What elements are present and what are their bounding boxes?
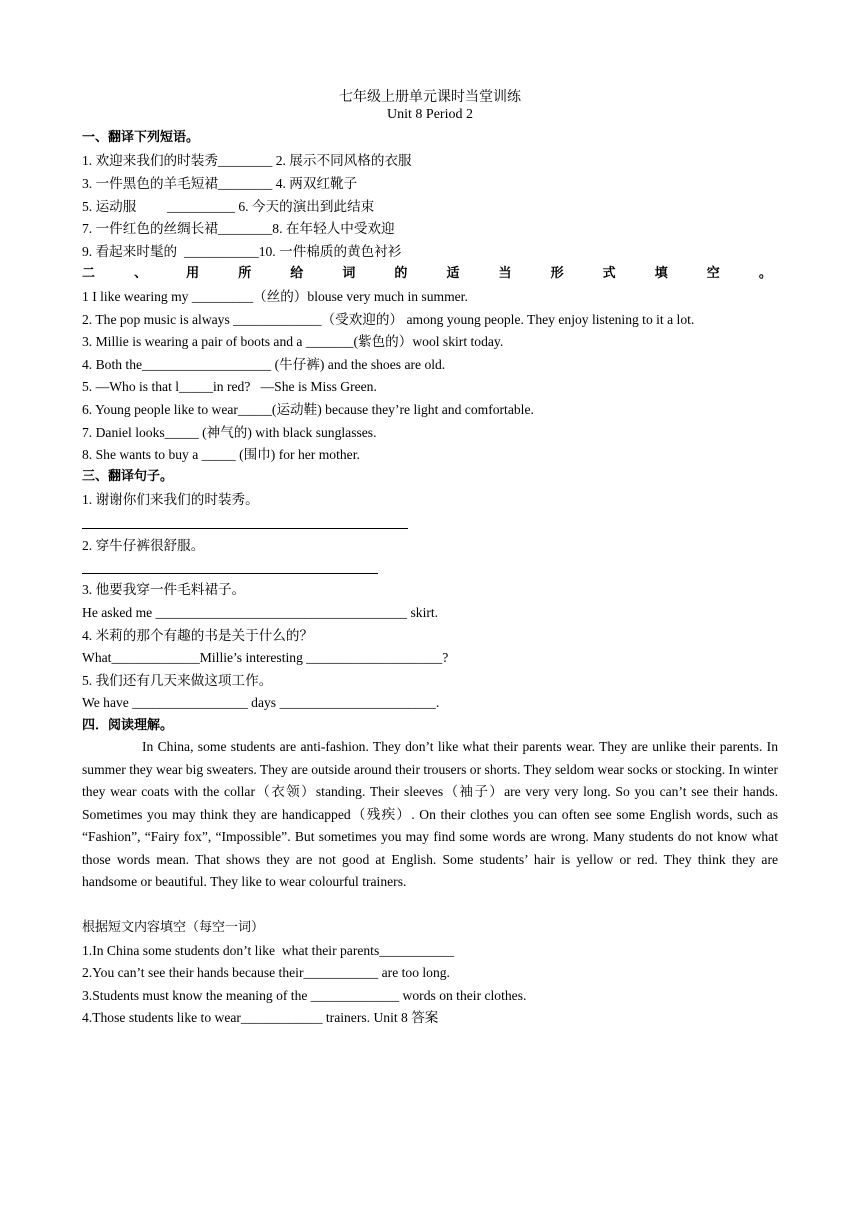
page-subtitle: Unit 8 Period 2	[387, 107, 473, 122]
section1-line-1: 1. 欢迎来我们的时装秀________ 2. 展示不同风格的衣服	[82, 153, 412, 168]
reading-passage	[82, 736, 778, 894]
heading-char: 给	[290, 266, 304, 281]
section4-line-4: 4.Those students like to wear____________ trainers. Unit 8 答案	[82, 1010, 439, 1025]
answer-line	[82, 573, 378, 574]
section3-question-4: 4. 米莉的那个有趣的书是关于什么的？	[82, 628, 314, 643]
heading-char: 的	[394, 266, 408, 281]
section2-line-8: 8. She wants to buy a _____ (围巾) for her mother.	[82, 447, 360, 462]
heading-char: 空	[706, 266, 720, 281]
section1-line-4: 7. 一件红色的丝绸长裙________8. 在年轻人中受欢迎	[82, 221, 395, 236]
section2-line-5: 5. —Who is that l_____in red? —She is Miss Green.	[82, 379, 377, 394]
task-heading: 根据短文内容填空（每空一词）	[82, 920, 265, 935]
section4-line-1: 1.In China some students don’t like what their parents___________	[82, 943, 455, 958]
heading-char: 所	[238, 266, 252, 281]
section3-question-2: 2. 穿牛仔裤很舒服。	[82, 538, 205, 553]
section3-question-5: 5. 我们还有几天来做这项工作。	[82, 673, 273, 688]
heading-char: 。	[758, 266, 772, 281]
section2-line-3: 3. Millie is wearing a pair of boots and a _______(紫色的）wool skirt today.	[82, 334, 504, 349]
section3-question-1: 1. 谢谢你们来我们的时装秀。	[82, 492, 259, 507]
heading-char: 式	[602, 266, 616, 281]
section3-answer-3: He asked me _____________________________________ skirt.	[82, 605, 439, 620]
answer-line	[82, 528, 408, 529]
section4-line-3: 3.Students must know the meaning of the _____________ words on their clothes.	[82, 988, 527, 1003]
section2-heading	[82, 265, 772, 283]
heading-char: 、	[134, 266, 148, 281]
section2-line-4: 4. Both the___________________ (牛仔裤) and the shoes are old.	[82, 357, 446, 372]
heading-char: 二	[82, 266, 96, 281]
section3-heading: 三、翻译句子。	[82, 469, 174, 484]
section2-line-1: 1 I like wearing my _________（丝的）blouse very much in summer.	[82, 289, 468, 304]
section1-heading: 一、翻译下列短语。	[82, 130, 200, 145]
section3-answer-4: What_____________Millie’s interesting ____________________?	[82, 650, 449, 665]
section4-line-2: 2.You can’t see their hands because their___________ are too long.	[82, 965, 450, 980]
section3-answer-5: We have _________________ days _______________________.	[82, 695, 440, 710]
heading-char: 适	[446, 266, 460, 281]
section1-line-3: 5. 运动服 __________ 6. 今天的演出到此结束	[82, 199, 375, 214]
page-title: 七年级上册单元课时当堂训练	[339, 90, 521, 105]
heading-char: 形	[550, 266, 564, 281]
heading-char: 词	[342, 266, 356, 281]
section2-line-2: 2. The pop music is always _____________（受欢迎的） among young people. They enjoy listening to it a lot.	[82, 312, 695, 327]
section3-question-3: 3. 他要我穿一件毛料裙子。	[82, 582, 246, 597]
passage-text: In China, some students are anti-fashion. They don’t like what their parents wear. They are unlike their parents. In summer they wear big sweaters. They are outside around their trousers or shorts. They seldom wear socks or stocking. In winter they wear coats with the collar（衣领）standing. Their sleeves（袖子）are very very long. So you can’t see their hands. Sometimes you may think they are handicapped（残疾）. On their clothes you can often see some English words, such as “Fashion”, “Fairy fox”, “Impossible”. But sometimes you may find some words are wrong. Many students do not know what those words mean. That shows they are not good at English. Some students’ hair is yellow or red. They think they are handsome or beautiful. They like to wear colourful trainers.	[82, 739, 779, 889]
section1-line-2: 3. 一件黑色的羊毛短裙________ 4. 两双红靴子	[82, 176, 358, 191]
heading-char: 填	[654, 266, 668, 281]
heading-char: 用	[186, 266, 200, 281]
heading-char: 当	[498, 266, 512, 281]
section1-line-5: 9. 看起来时髦的 ___________10. 一件棉质的黄色衬衫	[82, 244, 402, 259]
section2-line-7: 7. Daniel looks_____ (神气的) with black sunglasses.	[82, 425, 377, 440]
section4-heading: 四．阅读理解。	[82, 718, 174, 733]
section2-line-6: 6. Young people like to wear_____(运动鞋) because they’re light and comfortable.	[82, 402, 534, 417]
